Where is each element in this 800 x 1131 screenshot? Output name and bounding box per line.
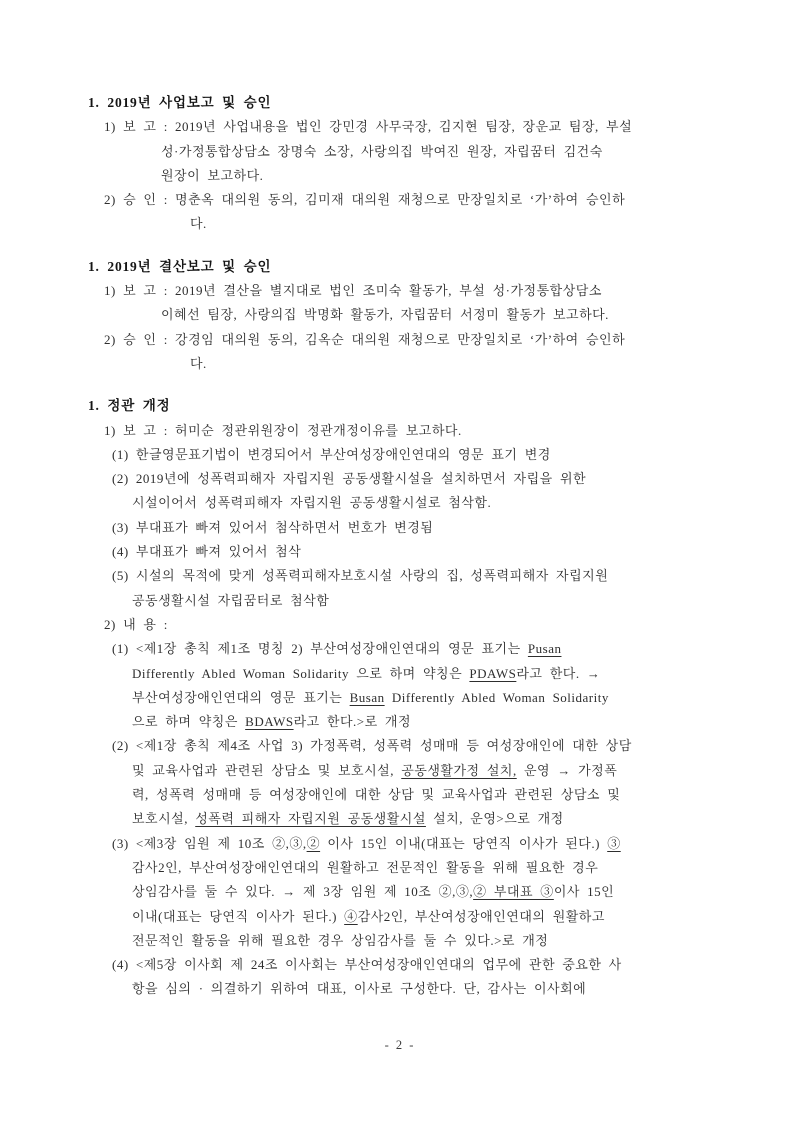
underlined-text: ② 부대표 ③ (473, 884, 554, 900)
section-heading: 1. 정관 개정 (88, 398, 171, 414)
text-line (0, 491, 800, 515)
text-segment: 원장이 보고하다. (161, 167, 264, 183)
text-segment: 라고 한다. → (516, 665, 601, 681)
text-line (0, 977, 800, 1001)
text-segment: 력, 성폭력 성매매 등 여성장애인에 대한 상담 및 교육사업과 관련된 상담소 및 (132, 787, 621, 803)
text-line (0, 212, 800, 236)
text-line (0, 880, 800, 904)
document-body (0, 91, 800, 1020)
document-section (0, 255, 800, 376)
text-segment: 1) 보 고 : 2019년 결산을 별지대로 법인 조미숙 활동가, 부설 성·가정통합상담소 (104, 283, 602, 299)
text-line (0, 710, 800, 734)
underlined-text: BDAWS (245, 714, 294, 730)
text-segment: 2) 승 인 : 강경임 대의원 동의, 김옥순 대의원 재청으로 만장일치로 ‘가’하여 승인하 (104, 331, 626, 347)
text-segment: 항을 심의 · 의결하기 위하여 대표, 이사로 구성한다. 단, 감사는 이사회에 (132, 981, 587, 997)
page-number: - 2 - (384, 1038, 416, 1052)
text-line (0, 164, 800, 188)
text-segment: 으로 하며 약칭은 (132, 714, 246, 730)
text-line (0, 516, 800, 540)
text-segment: Differently Abled Woman Solidarity 으로 하며 약칭은 (132, 665, 470, 681)
text-segment: 2) 내 용 : (104, 616, 168, 632)
text-segment: 및 교육사업과 관련된 상담소 및 보호시설, (132, 762, 402, 778)
section-heading: 1. 2019년 사업보고 및 승인 (88, 95, 272, 110)
text-segment: 이내(대표는 당연직 이사가 된다.) (132, 908, 345, 924)
underlined-text: 성폭력 피해자 자립지원 공동생활시설 (195, 811, 426, 827)
text-segment: (5) 시설의 목적에 맞게 성폭력피해자보호시설 사랑의 집, 성폭력피해자 자립지원 (112, 568, 609, 584)
text-line (0, 443, 800, 467)
text-segment: 다. (190, 355, 207, 371)
text-segment: (4) <제5장 이사회 제 24조 이사회는 부산여성장애인연대의 업무에 관한 중요한 사 (112, 957, 622, 973)
text-line (0, 905, 800, 929)
text-line (0, 188, 800, 212)
text-segment: 보호시설, (132, 811, 196, 827)
text-segment: 이사 15인 (553, 884, 615, 900)
text-line (0, 564, 800, 588)
text-segment: 전문적인 활동을 위해 필요한 경우 상임감사를 둘 수 있다.>로 개정 (132, 932, 549, 948)
underlined-text: ④ (344, 908, 358, 924)
text-line (0, 540, 800, 564)
section-heading: 1. 2019년 결산보고 및 승인 (88, 258, 272, 274)
text-segment: 상임감사를 둘 수 있다. → 제 3장 임원 제 10조 ②,③, (132, 884, 474, 900)
underlined-text: ③ (607, 835, 621, 851)
text-line (0, 832, 800, 856)
underlined-text: Busan (349, 689, 385, 705)
text-segment: 이혜선 팀장, 사랑의집 박명화 활동가, 자립꿈터 서정미 활동가 보고하다. (161, 307, 609, 323)
text-segment: 감사2인, 부산여성장애인연대의 원활하고 (357, 908, 605, 924)
text-line (0, 807, 800, 831)
text-line (0, 929, 800, 953)
text-segment: (2) <제1장 총칙 제4조 사업 3) 가정폭력, 성폭력 성매매 등 여성장애인에 대한 상담 (112, 738, 632, 754)
text-line (0, 759, 800, 783)
text-line (0, 115, 800, 139)
text-line (0, 467, 800, 491)
underlined-text: ② (306, 835, 321, 851)
text-segment: (3) 부대표가 빠져 있어서 첨삭하면서 번호가 변경됨 (112, 519, 434, 535)
text-line (0, 140, 800, 164)
text-segment: 라고 한다.>로 개정 (293, 714, 412, 730)
text-segment: 공동생활시설 자립꿈터로 첨삭함 (132, 592, 330, 608)
text-segment: 다. (190, 216, 207, 232)
text-line (0, 953, 800, 977)
underlined-text: Pusan (527, 641, 562, 657)
text-line (0, 613, 800, 637)
underlined-text: PDAWS (469, 665, 517, 681)
text-segment: 2) 승 인 : 명춘옥 대의원 동의, 김미재 대의원 재청으로 만장일치로 ‘가’하여 승인하 (104, 192, 626, 208)
text-segment: (2) 2019년에 성폭력피해자 자립지원 공동생활시설을 설치하면서 자립을 위한 (112, 471, 587, 487)
text-segment: 감사2인, 부산여성장애인연대의 원활하고 전문적인 활동을 위해 필요한 경우 (132, 859, 599, 875)
text-segment: 부산여성장애인연대의 영문 표기는 (132, 689, 350, 705)
text-segment: 1) 보 고 : 허미순 정관위원장이 정관개정이유를 보고하다. (104, 422, 462, 438)
text-segment: (3) <제3장 임원 제 10조 ②,③, (112, 835, 307, 851)
text-segment: (1) 한글영문표기법이 변경되어서 부산여성장애인연대의 영문 표기 변경 (112, 446, 551, 462)
text-line (0, 303, 800, 327)
text-segment: 이사 15인 이내(대표는 당연직 이사가 된다.) (320, 835, 608, 851)
text-segment: 설치, 운영>으로 개정 (425, 811, 564, 827)
text-segment: (1) <제1장 총칙 제1조 명칭 2) 부산여성장애인연대의 영문 표기는 (112, 641, 528, 657)
text-line (0, 783, 800, 807)
document-section (0, 91, 800, 237)
text-segment: 성·가정통합상담소 장명숙 소장, 사랑의집 박여진 원장, 자립꿈터 김건숙 (161, 143, 603, 159)
text-segment: 1) 보 고 : 2019년 사업내용을 법인 강민경 사무국장, 김지현 팀장, 장운교 팀장, 부설 (104, 119, 633, 135)
text-segment: (4) 부대표가 빠져 있어서 첨삭 (112, 544, 302, 560)
text-segment: 운영 → 가정폭 (516, 762, 618, 778)
text-segment: Differently Abled Woman Solidarity (384, 689, 609, 705)
text-line (0, 686, 800, 710)
text-segment: 시설이어서 성폭력피해자 자립지원 공동생활시설로 첨삭함. (132, 495, 492, 511)
text-line (0, 856, 800, 880)
text-line (0, 352, 800, 376)
text-line (0, 279, 800, 303)
text-line (0, 589, 800, 613)
underlined-text: 공동생활가정 설치, (401, 762, 517, 778)
text-line (0, 328, 800, 352)
text-line (0, 662, 800, 686)
text-line (0, 419, 800, 443)
text-line (0, 734, 800, 758)
text-line (0, 637, 800, 661)
document-section (0, 394, 800, 1001)
